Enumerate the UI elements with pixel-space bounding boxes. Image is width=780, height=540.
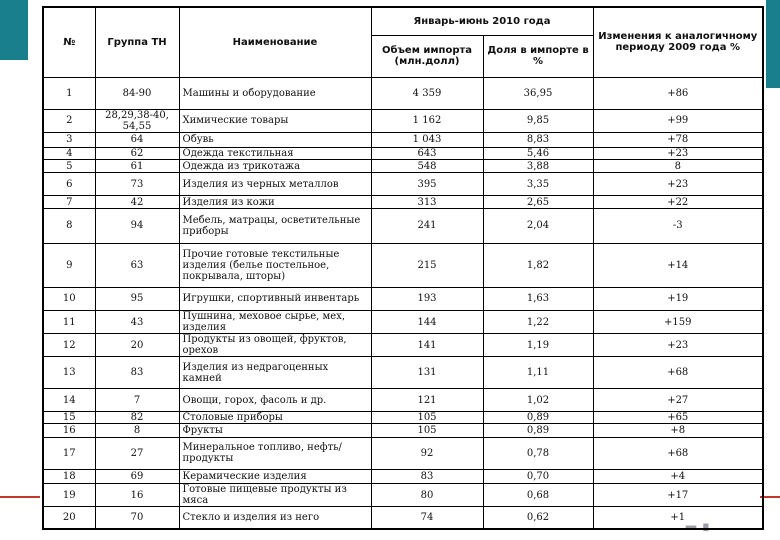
- table-row: [43, 243, 763, 287]
- table-row: [43, 287, 763, 310]
- cell-num: 5: [43, 160, 95, 173]
- cell-num: 2: [43, 109, 95, 132]
- cell-name: Изделия из черных металлов: [179, 173, 371, 196]
- cell-change: +8: [593, 423, 763, 437]
- table-body: [43, 77, 763, 529]
- table-row: [43, 77, 763, 109]
- header-name: Наименование: [179, 7, 371, 77]
- cell-group: 63: [95, 243, 179, 287]
- cell-change: -3: [593, 209, 763, 243]
- cell-group: 95: [95, 287, 179, 310]
- cell-share: 36,95: [483, 77, 593, 109]
- cell-name: Мебель, матрацы, осветительные приборы: [179, 209, 371, 243]
- cell-name: Стекло и изделия из него: [179, 507, 371, 529]
- cell-change: +19: [593, 287, 763, 310]
- cell-volume: 548: [371, 160, 483, 173]
- cell-num: 15: [43, 411, 95, 423]
- cell-name: Продукты из овощей, фруктов, орехов: [179, 334, 371, 357]
- table-row: [43, 484, 763, 507]
- cell-name: Изделия из недрагоценных камней: [179, 357, 371, 389]
- cell-share: 5,46: [483, 147, 593, 159]
- cell-change: +159: [593, 310, 763, 333]
- cell-share: 1,19: [483, 334, 593, 357]
- import-table: [42, 6, 764, 530]
- cell-change: +22: [593, 196, 763, 209]
- table-row: [43, 469, 763, 483]
- cell-name: Прочие готовые текстильные изделия (белье постельное, покрывала, шторы): [179, 243, 371, 287]
- cell-change: +17: [593, 484, 763, 507]
- cell-volume: 80: [371, 484, 483, 507]
- cell-share: 2,65: [483, 196, 593, 209]
- cell-volume: 105: [371, 411, 483, 423]
- cell-name: Одежда из трикотажа: [179, 160, 371, 173]
- cell-change: +78: [593, 132, 763, 147]
- table-row: [43, 411, 763, 423]
- cell-volume: 313: [371, 196, 483, 209]
- cell-share: 2,04: [483, 209, 593, 243]
- table-row: [43, 507, 763, 529]
- cell-change: 8: [593, 160, 763, 173]
- cell-num: 9: [43, 243, 95, 287]
- cell-name: Минеральное топливо, нефть/продукты: [179, 437, 371, 469]
- cell-num: 1: [43, 77, 95, 109]
- cell-group: 16: [95, 484, 179, 507]
- cell-num: 17: [43, 437, 95, 469]
- cell-num: 20: [43, 507, 95, 529]
- cell-share: 3,88: [483, 160, 593, 173]
- cell-volume: 241: [371, 209, 483, 243]
- cell-share: 9,85: [483, 109, 593, 132]
- table-row: [43, 196, 763, 209]
- cell-name: Машины и оборудование: [179, 77, 371, 109]
- cell-num: 8: [43, 209, 95, 243]
- cell-share: 0,70: [483, 469, 593, 483]
- cell-share: 8,83: [483, 132, 593, 147]
- cell-num: 13: [43, 357, 95, 389]
- cell-share: 3,35: [483, 173, 593, 196]
- header-num: №: [43, 7, 95, 77]
- table-header-row: [43, 7, 763, 35]
- cell-change: +23: [593, 147, 763, 159]
- cell-num: 18: [43, 469, 95, 483]
- cell-share: 0,89: [483, 411, 593, 423]
- cell-volume: 121: [371, 389, 483, 411]
- cell-name: Столовые приборы: [179, 411, 371, 423]
- cell-change: +23: [593, 334, 763, 357]
- cell-group: 43: [95, 310, 179, 333]
- table-row: [43, 147, 763, 159]
- cell-name: Фрукты: [179, 423, 371, 437]
- header-volume: Объем импорта (млн.долл): [371, 35, 483, 77]
- cell-num: 3: [43, 132, 95, 147]
- cell-num: 12: [43, 334, 95, 357]
- cell-volume: 643: [371, 147, 483, 159]
- cell-group: 73: [95, 173, 179, 196]
- table-row: [43, 109, 763, 132]
- table-row: [43, 132, 763, 147]
- cell-name: Керамические изделия: [179, 469, 371, 483]
- cell-group: 7: [95, 389, 179, 411]
- cell-share: 0,78: [483, 437, 593, 469]
- cell-num: 7: [43, 196, 95, 209]
- cell-group: 42: [95, 196, 179, 209]
- cell-change: +68: [593, 357, 763, 389]
- cell-num: 11: [43, 310, 95, 333]
- slide-accent-bar-right: [766, 0, 780, 88]
- slide-footer-rule-left: [0, 496, 40, 498]
- cell-name: Игрушки, спортивный инвентарь: [179, 287, 371, 310]
- cell-group: 27: [95, 437, 179, 469]
- header-share: Доля в импорте в %: [483, 35, 593, 77]
- slide-accent-bar-left: [0, 0, 28, 60]
- cell-name: Одежда текстильная: [179, 147, 371, 159]
- cell-group: 28,29,38-40, 54,55: [95, 109, 179, 132]
- cell-volume: 193: [371, 287, 483, 310]
- cell-num: 19: [43, 484, 95, 507]
- cell-share: 0,62: [483, 507, 593, 529]
- cell-name: Овощи, горох, фасоль и др.: [179, 389, 371, 411]
- cell-name: Готовые пищевые продукты из мяса: [179, 484, 371, 507]
- cell-change: +65: [593, 411, 763, 423]
- cell-group: 94: [95, 209, 179, 243]
- table-row: [43, 389, 763, 411]
- cell-name: Химические товары: [179, 109, 371, 132]
- header-change: Изменения к аналогичному периоду 2009 года %: [593, 7, 763, 77]
- cell-volume: 92: [371, 437, 483, 469]
- cell-volume: 215: [371, 243, 483, 287]
- table-row: [43, 423, 763, 437]
- cell-num: 16: [43, 423, 95, 437]
- cell-volume: 144: [371, 310, 483, 333]
- cell-share: 1,63: [483, 287, 593, 310]
- cell-name: Пушнина, меховое сырье, мех, изделия: [179, 310, 371, 333]
- cell-volume: 83: [371, 469, 483, 483]
- cell-volume: 74: [371, 507, 483, 529]
- cell-change: +4: [593, 469, 763, 483]
- cell-volume: 1 162: [371, 109, 483, 132]
- table-row: [43, 357, 763, 389]
- cell-change: +1: [593, 507, 763, 529]
- cell-num: 10: [43, 287, 95, 310]
- table-row: [43, 173, 763, 196]
- cell-change: +86: [593, 77, 763, 109]
- cell-share: 0,68: [483, 484, 593, 507]
- header-period: Январь-июнь 2010 года: [371, 7, 593, 35]
- cell-share: 1,11: [483, 357, 593, 389]
- cell-change: +99: [593, 109, 763, 132]
- cell-group: 62: [95, 147, 179, 159]
- cell-volume: 131: [371, 357, 483, 389]
- cell-num: 14: [43, 389, 95, 411]
- slide-footer-mark: ▬ ▮: [684, 522, 710, 533]
- cell-volume: 1 043: [371, 132, 483, 147]
- cell-num: 6: [43, 173, 95, 196]
- cell-group: 83: [95, 357, 179, 389]
- cell-share: 1,82: [483, 243, 593, 287]
- cell-name: Изделия из кожи: [179, 196, 371, 209]
- cell-group: 64: [95, 132, 179, 147]
- cell-change: +23: [593, 173, 763, 196]
- cell-group: 69: [95, 469, 179, 483]
- table-row: [43, 437, 763, 469]
- cell-change: +27: [593, 389, 763, 411]
- table-row: [43, 160, 763, 173]
- cell-share: 1,02: [483, 389, 593, 411]
- cell-volume: 395: [371, 173, 483, 196]
- cell-volume: 141: [371, 334, 483, 357]
- cell-num: 4: [43, 147, 95, 159]
- cell-group: 20: [95, 334, 179, 357]
- cell-volume: 4 359: [371, 77, 483, 109]
- cell-share: 0,89: [483, 423, 593, 437]
- cell-change: +14: [593, 243, 763, 287]
- cell-group: 82: [95, 411, 179, 423]
- cell-group: 61: [95, 160, 179, 173]
- cell-share: 1,22: [483, 310, 593, 333]
- cell-group: 8: [95, 423, 179, 437]
- table-row: [43, 209, 763, 243]
- cell-group: 70: [95, 507, 179, 529]
- table-row: [43, 334, 763, 357]
- table-row: [43, 310, 763, 333]
- cell-change: +68: [593, 437, 763, 469]
- cell-group: 84-90: [95, 77, 179, 109]
- cell-volume: 105: [371, 423, 483, 437]
- header-group: Группа ТН: [95, 7, 179, 77]
- cell-name: Обувь: [179, 132, 371, 147]
